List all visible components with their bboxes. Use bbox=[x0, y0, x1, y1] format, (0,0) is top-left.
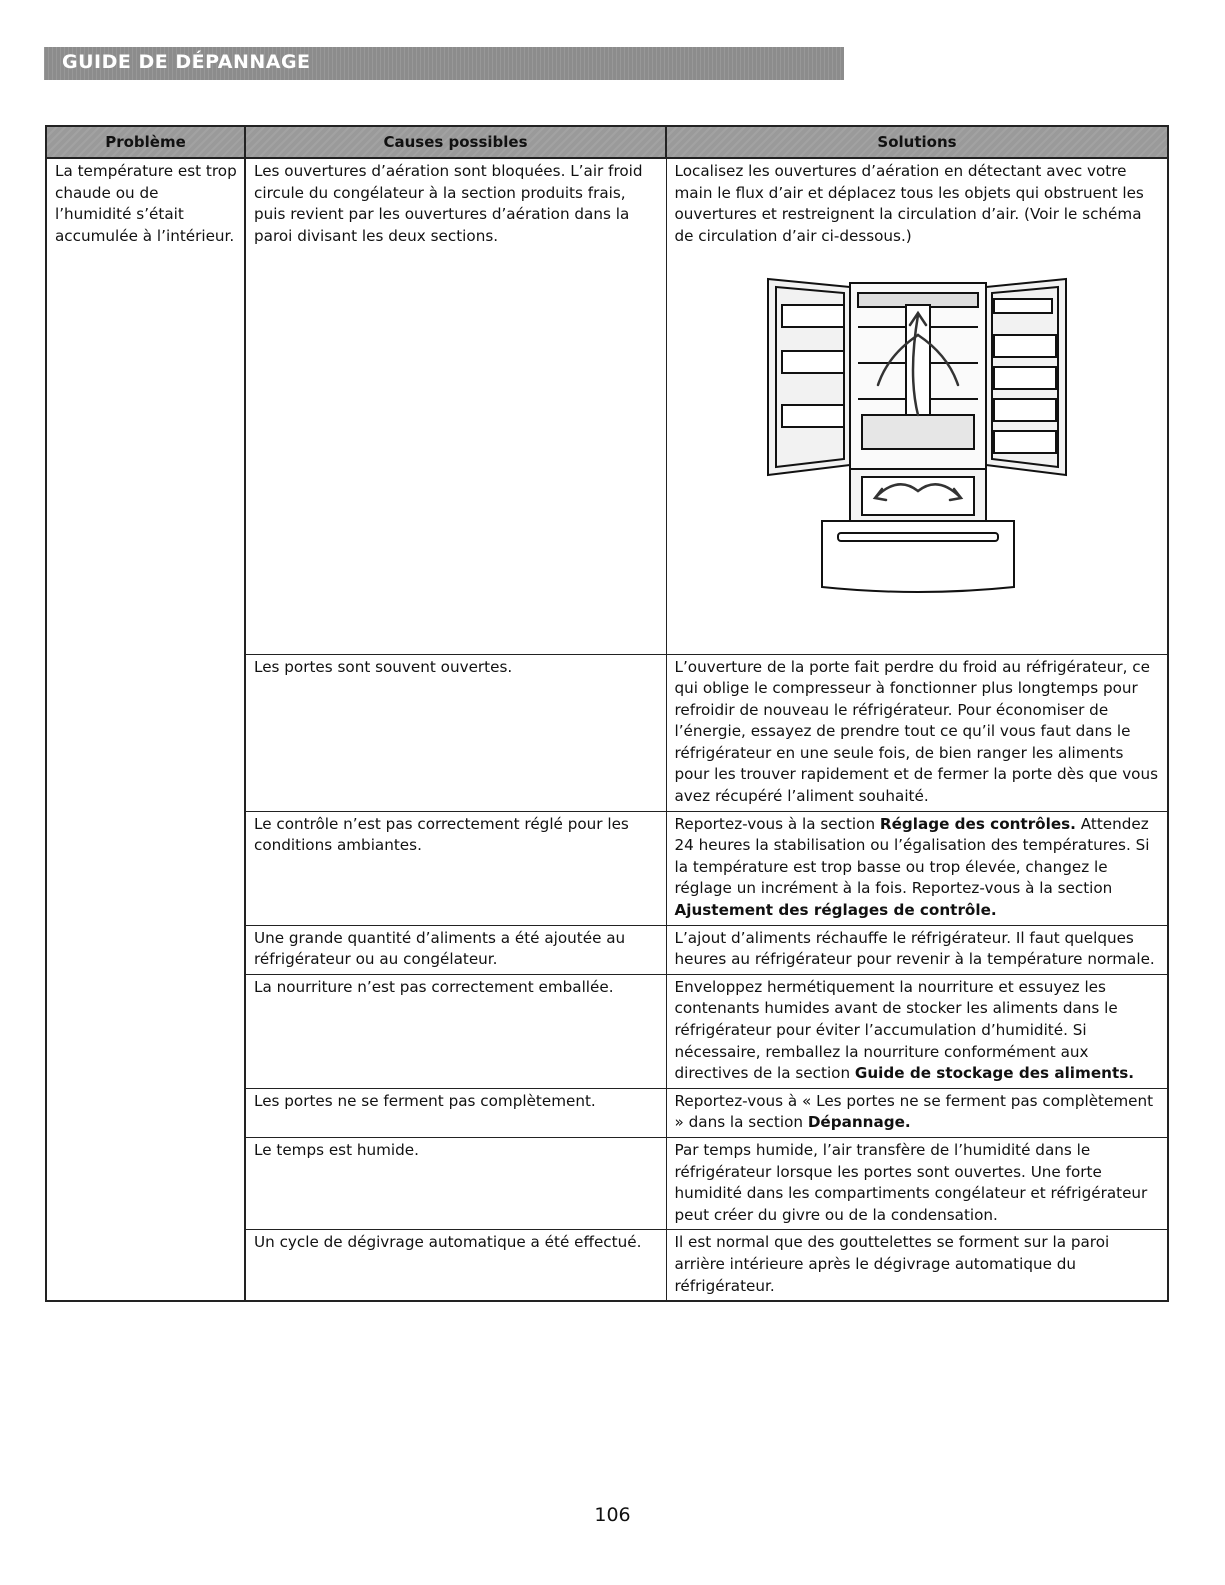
cause-cell: Les portes ne se ferment pas complètement. bbox=[245, 1088, 666, 1137]
cause-cell: Le contrôle n’est pas correctement réglé pour les conditions ambiantes. bbox=[245, 811, 666, 925]
table-header-row bbox=[46, 126, 1168, 158]
section-reference: Réglage des contrôles. bbox=[879, 814, 1076, 833]
solution-cell bbox=[666, 974, 1168, 1088]
solution-text: Localisez les ouvertures d’aération en détectant avec votre main le flux d’air et déplacez tous les objets qui obstruent les ouvertures et restreignent la circulation d’air. (Voir le schéma de circulation d’air ci-dessous.) bbox=[674, 162, 1144, 245]
cause-cell: Les ouvertures d’aération sont bloquées. L’air froid circule du congélateur à la section produits frais, puis revient par les ouvertures d’aération dans la paroi divisant les deux sections. bbox=[245, 158, 666, 654]
cause-cell: Un cycle de dégivrage automatique a été effectué. bbox=[245, 1230, 666, 1301]
solution-cell bbox=[666, 811, 1168, 925]
solution-cell: L’ouverture de la porte fait perdre du froid au réfrigérateur, ce qui oblige le compresseur à fonctionner plus longtemps pour refroidir de nouveau le réfrigérateur. Pour économiser de l’énergie, essayez de prendre tout ce qu’il vous faut dans le réfrigérateur en une seule fois, de bien ranger les aliments pour les trouver rapidement et de fermer la porte dès que vous avez récupéré l’aliment souhaité. bbox=[666, 654, 1168, 811]
page-number: 106 bbox=[594, 1504, 631, 1526]
solution-cell: Il est normal que des gouttelettes se forment sur la paroi arrière intérieure après le dégivrage automatique du réfrigérateur. bbox=[666, 1230, 1168, 1301]
section-reference: Dépannage. bbox=[807, 1113, 911, 1132]
section-title: GUIDE DE DÉPANNAGE bbox=[62, 51, 311, 73]
solution-text: Reportez-vous à « Les portes ne se ferment pas complètement » dans la section bbox=[674, 1091, 1154, 1132]
solution-cell: L’ajout d’aliments réchauffe le réfrigérateur. Il faut quelques heures au réfrigérateur pour revenir à la température normale. bbox=[666, 925, 1168, 974]
section-reference: Ajustement des réglages de contrôle. bbox=[674, 901, 997, 920]
refrigerator-airflow-illustration bbox=[758, 265, 1078, 595]
cause-cell: Une grande quantité d’aliments a été ajoutée au réfrigérateur ou au congélateur. bbox=[245, 925, 666, 974]
cause-cell: La nourriture n’est pas correctement emballée. bbox=[245, 974, 666, 1088]
cause-cell: Le temps est humide. bbox=[245, 1137, 666, 1229]
solution-cell: Par temps humide, l’air transfère de l’humidité dans le réfrigérateur lorsque les portes sont ouvertes. Une forte humidité dans les compartiments congélateur et réfrigérateur peut créer du givre ou de la condensation. bbox=[666, 1137, 1168, 1229]
header-solutions: Solutions bbox=[666, 126, 1168, 158]
section-banner bbox=[44, 47, 844, 80]
solution-cell bbox=[666, 1088, 1168, 1137]
header-problem: Problème bbox=[46, 126, 245, 158]
solution-text: Reportez-vous à la section bbox=[674, 814, 880, 833]
airflow-diagram bbox=[675, 247, 1162, 610]
table-row bbox=[46, 158, 1168, 654]
solution-cell bbox=[666, 158, 1168, 654]
cause-cell: Les portes sont souvent ouvertes. bbox=[245, 654, 666, 811]
troubleshooting-table bbox=[45, 125, 1169, 1302]
header-causes: Causes possibles bbox=[245, 126, 666, 158]
solution-text: Attendez 24 heures la stabilisation ou l’égalisation des températures. Si la température est trop basse ou trop élevée, changez le réglage un incrément à la fois. Reportez-vous à la section bbox=[674, 814, 1150, 898]
problem-cell: La température est trop chaude ou de l’humidité s’était accumulée à l’intérieur. bbox=[46, 158, 245, 1301]
solution-text: Enveloppez hermétiquement la nourriture et essuyez les contenants humides avant de stocker les aliments dans le réfrigérateur pour éviter l’accumulation d’humidité. Si nécessaire, remballez la nourriture conformément aux directives de la section bbox=[674, 977, 1118, 1083]
section-reference: Guide de stockage des aliments. bbox=[854, 1064, 1135, 1083]
